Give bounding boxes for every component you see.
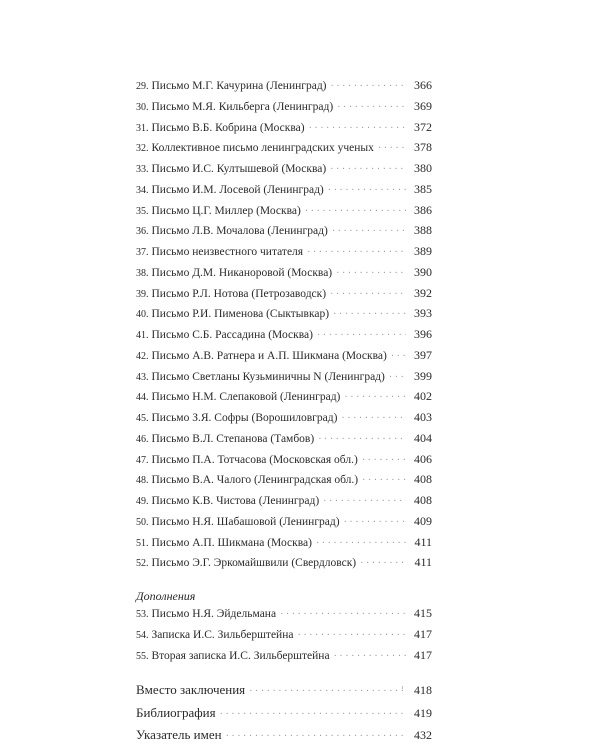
entry-title: Письмо Д.М. Никаноровой (Москва) [151,266,333,279]
entry-title: Письмо В.Б. Кобрина (Москва) [151,121,305,134]
entry-page-number: 396 [414,327,432,341]
entry-page-number: 415 [414,606,432,620]
entry-page-number: 411 [414,555,432,570]
dot-leader [249,686,406,697]
entry-title: Письмо В.Л. Степанова (Тамбов) [151,432,315,445]
entry-page-number: 432 [414,728,432,743]
toc-entry [136,265,432,286]
toc-entry [136,99,432,120]
toc-entry [136,682,432,705]
entry-number: 29. [136,81,149,92]
entry-title: Письмо Р.Л. Нотова (Петрозаводск) [151,287,327,300]
entry-number: 40. [136,309,149,321]
entry-page-number: 366 [414,78,432,92]
dot-leader [220,709,406,720]
supplements-heading: Дополнения [136,589,196,603]
toc-entry [136,182,432,203]
entry-title: Письмо Н.Я. Шабашовой (Ленинград) [151,515,340,528]
toc-entry [136,535,432,556]
table-of-contents [136,78,432,750]
dot-leader [323,496,406,507]
toc-entry [136,705,432,728]
dot-leader [362,475,406,486]
entry-page-number: 408 [414,472,432,487]
entry-page-number: 417 [414,647,432,662]
entry-page-number: 419 [414,705,432,720]
dot-leader [344,392,406,403]
entry-number: 49. [136,496,149,507]
entry-page-number: 386 [414,202,432,217]
entry-number: 43. [136,371,149,383]
entry-page-number: 372 [414,119,432,134]
entry-number: 33. [136,164,149,175]
entry-number: 30. [136,101,149,113]
entry-title: Письмо В.А. Чалого (Ленинградская обл.) [151,474,359,487]
toc-entry [136,78,432,99]
entry-number: 39. [136,288,149,300]
toc-entry [136,514,432,535]
entry-number: 32. [136,143,149,155]
entry-page-number: 402 [414,389,432,404]
entry-page-number: 399 [414,368,432,383]
dot-leader [305,206,406,217]
dot-leader [328,185,406,196]
dot-leader [297,630,406,641]
toc-entry [136,244,432,265]
toc-entry [136,306,432,327]
entry-page-number: 369 [414,98,432,113]
entry-page-number: 406 [414,451,432,466]
entry-title: Письмо Э.Г. Эркомайшвили (Свердловск) [151,557,357,570]
dot-leader [318,434,406,445]
dot-leader [362,455,406,466]
entry-page-number: 392 [414,285,432,300]
entry-number: 34. [136,184,149,196]
toc-entry [136,452,432,473]
dot-leader [307,247,406,258]
dot-leader [378,143,406,154]
entry-title: Записка И.С. Зильберштейна [151,628,294,641]
entry-title: Коллективное письмо ленинградских ученых [151,142,374,155]
toc-entry [136,286,432,307]
entry-page-number: 404 [414,430,432,445]
toc-letters-list [136,78,432,576]
toc-entry [136,369,432,390]
entry-title: Письмо Н.М. Слепаковой (Ленинград) [151,391,341,404]
entry-number: 38. [136,267,149,279]
entry-number: 31. [136,122,149,134]
entry-number: 52. [136,558,149,570]
toc-entry [136,327,432,348]
dot-leader [280,609,406,620]
toc-back-matter-list [136,682,432,750]
toc-entry [136,648,432,669]
entry-title: Письмо Л.В. Мочалова (Ленинград) [151,225,328,238]
entry-number: 54. [136,629,149,641]
dot-leader [309,123,406,134]
entry-title: Письмо М.Я. Кильберга (Ленинград) [151,100,334,113]
entry-number: 36. [136,226,149,238]
entry-title: Письмо неизвестного читателя [151,246,304,258]
entry-page-number: 408 [414,493,432,507]
dot-leader [226,731,406,742]
entry-page-number: 393 [414,306,432,321]
entry-number: 50. [136,516,149,528]
entry-page-number: 411 [414,534,432,549]
entry-page-number: 397 [414,347,432,362]
dot-leader [331,81,406,92]
dot-leader [330,289,406,300]
toc-entry [136,203,432,224]
entry-title: Письмо Н.Я. Эйдельмана [151,608,277,620]
entry-page-number: 409 [414,513,432,528]
entry-number: 47. [136,454,149,466]
entry-title: Письмо Ц.Г. Миллер (Москва) [151,204,301,217]
entry-number: 41. [136,330,149,341]
entry-page-number: 378 [414,140,432,155]
entry-page-number: 403 [414,410,432,424]
entry-title: Письмо А.П. Шикмана (Москва) [151,536,312,549]
toc-entry [136,389,432,410]
entry-title: Письмо Р.И. Пименова (Сыктывкар) [151,308,330,321]
entry-number: 44. [136,392,149,404]
entry-title: Письмо И.С. Култышевой (Москва) [151,163,327,175]
entry-number: 51. [136,537,149,549]
toc-entry [136,120,432,141]
entry-title: Письмо С.Б. Рассадина (Москва) [151,329,313,341]
dot-leader [344,517,406,528]
entry-number: 55. [136,650,149,662]
dot-leader [341,413,406,424]
entry-page-number: 388 [414,223,432,238]
entry-number: 53. [136,609,149,620]
toc-entry [136,493,432,514]
entry-number: 35. [136,205,149,217]
entry-title: Письмо И.М. Лосевой (Ленинград) [151,183,324,196]
toc-entry [136,140,432,161]
entry-title: Письмо М.Г. Качурина (Ленинград) [151,80,327,92]
entry-title: Письмо А.В. Ратнера и А.П. Шикмана (Москва) [151,349,387,362]
entry-title: Письмо П.А. Тотчасова (Московская обл.) [151,453,358,466]
page-mark [402,686,403,689]
entry-title: Вместо заключения [136,682,246,698]
toc-entry [136,627,432,648]
dot-leader [334,651,406,662]
entry-title: Вторая записка И.С. Зильберштейна [151,649,330,662]
entry-page-number: 380 [414,161,432,175]
toc-entry [136,348,432,369]
entry-page-number: 417 [414,626,432,641]
dot-leader [336,268,406,279]
entry-number: 48. [136,475,149,487]
toc-entry [136,472,432,493]
entry-page-number: 390 [414,264,432,279]
toc-entry [136,431,432,452]
dot-leader [333,309,406,320]
dot-leader [360,558,406,569]
dot-leader [332,226,406,237]
entry-page-number: 385 [414,181,432,196]
dot-leader [330,164,406,175]
entry-number: 45. [136,413,149,424]
entry-title: Указатель имен [136,727,222,743]
entry-title: Письмо Светланы Кузьминичны N (Ленинград) [151,370,385,383]
entry-number: 37. [136,247,149,258]
toc-entry [136,727,432,750]
toc-entry [136,161,432,182]
entry-number: 42. [136,350,149,362]
dot-leader [391,351,406,362]
dot-leader [317,330,406,341]
entry-page-number: 418 [414,683,432,698]
toc-entry [136,606,432,627]
entry-title: Письмо К.В. Чистова (Ленинград) [151,495,320,507]
entry-number: 46. [136,433,149,445]
toc-supplements-list [136,606,432,668]
entry-title: Письмо З.Я. Софры (Ворошиловград) [151,412,338,424]
dot-leader [337,102,406,113]
toc-entry [136,410,432,431]
entry-page-number: 389 [414,244,432,258]
toc-entry [136,223,432,244]
toc-entry [136,555,432,576]
dot-leader [316,538,406,549]
dot-leader [389,372,406,383]
entry-title: Библиография [136,704,216,720]
